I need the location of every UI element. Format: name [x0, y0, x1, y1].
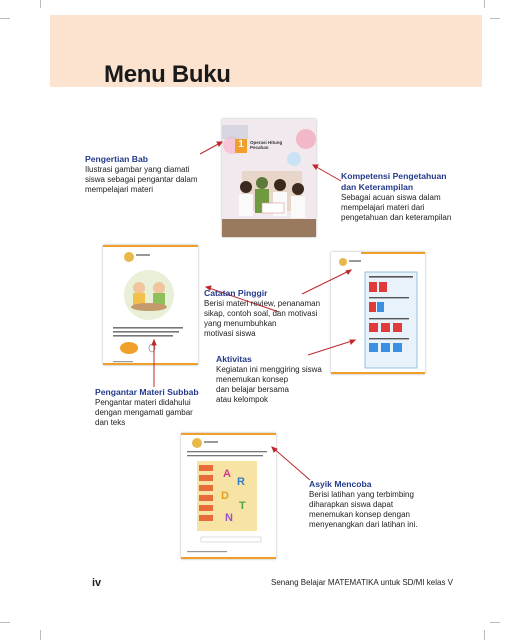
page-title: Menu Buku	[104, 61, 231, 88]
text-pengantar-materi-3: dan teks	[95, 418, 126, 427]
svg-text:A: A	[223, 468, 231, 480]
heading-pengantar-materi: Pengantar Materi Subbab	[95, 387, 199, 397]
text-pengertian-bab-3: mempelajari materi	[85, 185, 154, 194]
crop-mark	[40, 0, 41, 8]
text-pengantar-materi-1: Pengantar materi didahului	[95, 398, 191, 407]
text-asyik-mencoba-2: diharapkan siswa dapat	[309, 500, 394, 509]
crop-mark	[490, 18, 500, 19]
heading-kompetensi-1: Kompetensi Pengetahuan	[341, 171, 447, 181]
text-kompetensi-1: Sebagai acuan siswa dalam	[341, 193, 441, 202]
text-catatan-pinggir-4: motivasi siswa	[204, 329, 256, 338]
svg-text:N: N	[225, 512, 233, 524]
heading-catatan-pinggir: Catatan Pinggir	[204, 288, 268, 298]
chapter-title: Operasi Hitung Pecahan	[250, 140, 283, 150]
book-title-footer: Senang Belajar MATEMATIKA untuk SD/MI kelas V	[271, 578, 453, 587]
text-pengertian-bab-2: siswa sebagai pengantar dalam	[85, 175, 198, 184]
crop-mark	[484, 630, 485, 640]
svg-text:R: R	[237, 476, 245, 488]
heading-kompetensi-2: dan Keterampilan	[341, 182, 414, 192]
text-aktivitas-3: dan belajar bersama	[216, 385, 289, 394]
crop-mark	[484, 0, 485, 8]
book-page	[50, 15, 482, 615]
text-kompetensi-2: mempelajari materi dari	[341, 203, 425, 212]
chapter-number: 1	[238, 139, 244, 150]
text-pengantar-materi-2: dengan mengamati gambar	[95, 408, 193, 417]
text-asyik-mencoba-1: Berisi latihan yang terbimbing	[309, 490, 414, 499]
crop-mark	[40, 630, 41, 640]
text-aktivitas-1: Kegiatan ini menggiring siswa	[216, 365, 322, 374]
crop-mark	[0, 18, 10, 19]
text-kompetensi-3: pengetahuan dan keterampilan	[341, 213, 452, 222]
text-aktivitas-4: atau kelompok	[216, 395, 269, 404]
text-catatan-pinggir-2: sikap, contoh soal, dan motivasi	[204, 309, 318, 318]
text-asyik-mencoba-4: menyenangkan dari latihan ini.	[309, 520, 418, 529]
text-pengertian-bab-1: Ilustrasi gambar yang diamati	[85, 165, 190, 174]
heading-aktivitas: Aktivitas	[216, 354, 252, 364]
page-number: iv	[92, 577, 102, 589]
svg-text:D: D	[221, 490, 229, 502]
heading-asyik-mencoba: Asyik Mencoba	[309, 479, 372, 489]
svg-text:T: T	[239, 500, 246, 512]
text-asyik-mencoba-3: menemukan konsep dengan	[309, 510, 410, 519]
text-aktivitas-2: menemukan konsep	[216, 375, 289, 384]
crop-mark	[490, 622, 500, 623]
crop-mark	[0, 622, 10, 623]
text-catatan-pinggir-1: Berisi materi review, penanaman	[204, 299, 321, 308]
text-catatan-pinggir-3: yang menumbuhkan	[204, 319, 277, 328]
heading-pengertian-bab: Pengertian Bab	[85, 154, 149, 164]
